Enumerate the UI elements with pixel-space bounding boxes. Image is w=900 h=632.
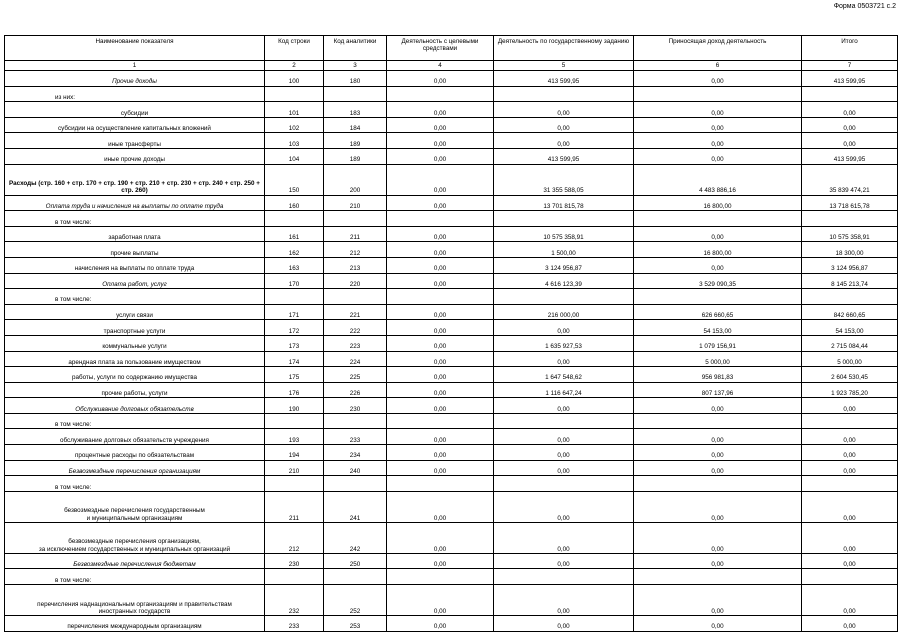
row-name: из них: [5,86,265,102]
row-code: 172 [265,320,324,336]
targeted-funds-value [387,476,494,492]
table-row [5,71,898,87]
table-row [5,257,898,273]
analytics-code: 225 [324,367,387,383]
row-name: арендная плата за пользование имуществом [5,351,265,367]
table-row [5,398,898,414]
total-value [802,211,898,227]
analytics-code [324,569,387,585]
row-code [265,569,324,585]
analytics-code [324,86,387,102]
analytics-code: 213 [324,257,387,273]
col-header-total: Итого [802,36,898,61]
targeted-funds-value: 0,00 [387,429,494,445]
row-name: Безвозмездные перечисления бюджетам [5,553,265,569]
state-assignment-value: 0,00 [494,445,634,461]
analytics-code: 183 [324,102,387,118]
targeted-funds-value: 0,00 [387,117,494,133]
row-name: Расходы (стр. 160 + стр. 170 + стр. 190 + стр. 210 + стр. 230 + стр. 240 + стр. 250 + стр. 260) [5,164,265,195]
row-name: в том числе: [5,289,265,305]
targeted-funds-value: 0,00 [387,491,494,522]
targeted-funds-value: 0,00 [387,133,494,149]
targeted-funds-value [387,413,494,429]
row-name: услуги связи [5,304,265,320]
analytics-code: 224 [324,351,387,367]
row-code: 171 [265,304,324,320]
total-value: 0,00 [802,585,898,616]
table-row [5,553,898,569]
state-assignment-value [494,211,634,227]
income-activity-value: 1 079 156,91 [634,335,802,351]
table-row [5,413,898,429]
analytics-code: 230 [324,398,387,414]
total-value: 35 839 474,21 [802,164,898,195]
table-row [5,569,898,585]
income-activity-value: 5 000,00 [634,351,802,367]
targeted-funds-value: 0,00 [387,164,494,195]
income-activity-value: 54 153,00 [634,320,802,336]
row-name: Оплата труда и начисления на выплаты по оплате труда [5,195,265,211]
table-row [5,211,898,227]
targeted-funds-value: 0,00 [387,382,494,398]
total-value: 54 153,00 [802,320,898,336]
targeted-funds-value: 0,00 [387,195,494,211]
row-code: 232 [265,585,324,616]
table-row [5,445,898,461]
total-value [802,413,898,429]
income-activity-value [634,86,802,102]
state-assignment-value: 1 635 927,53 [494,335,634,351]
table-row [5,102,898,118]
state-assignment-value: 0,00 [494,429,634,445]
row-name: в том числе: [5,413,265,429]
total-value: 13 718 615,78 [802,195,898,211]
table-row [5,195,898,211]
total-value: 842 660,65 [802,304,898,320]
targeted-funds-value: 0,00 [387,257,494,273]
state-assignment-value: 216 000,00 [494,304,634,320]
analytics-code: 253 [324,616,387,632]
row-name: прочие работы, услуги [5,382,265,398]
analytics-code: 241 [324,491,387,522]
row-name: иные трансферты [5,133,265,149]
table-row [5,320,898,336]
row-name: транспортные услуги [5,320,265,336]
total-value: 5 000,00 [802,351,898,367]
row-code [265,413,324,429]
income-activity-value: 0,00 [634,522,802,553]
table-body [5,71,898,632]
total-value: 0,00 [802,553,898,569]
table-row [5,242,898,258]
table-row [5,289,898,305]
row-name: процентные расходы по обязательствам [5,445,265,461]
row-code: 161 [265,226,324,242]
income-activity-value: 626 660,65 [634,304,802,320]
row-code: 104 [265,148,324,164]
total-value: 413 599,95 [802,71,898,87]
state-assignment-value: 0,00 [494,133,634,149]
row-name: в том числе: [5,569,265,585]
total-value: 0,00 [802,522,898,553]
total-value: 0,00 [802,398,898,414]
total-value: 0,00 [802,429,898,445]
targeted-funds-value [387,569,494,585]
row-name: в том числе: [5,211,265,227]
targeted-funds-value: 0,00 [387,460,494,476]
total-value: 2 604 530,45 [802,367,898,383]
targeted-funds-value: 0,00 [387,553,494,569]
table-row [5,585,898,616]
table-row [5,86,898,102]
state-assignment-value: 31 355 588,05 [494,164,634,195]
col-number: 4 [387,61,494,71]
report-table [4,35,898,632]
row-name: Прочие доходы [5,71,265,87]
row-name: безвозмездные перечисления организациям, за исключением государственных и муниципальных организаций [5,522,265,553]
table-row [5,164,898,195]
analytics-code: 211 [324,226,387,242]
analytics-code [324,413,387,429]
row-code: 163 [265,257,324,273]
income-activity-value: 0,00 [634,445,802,461]
table-row [5,351,898,367]
row-code [265,86,324,102]
analytics-code: 233 [324,429,387,445]
table-row [5,133,898,149]
targeted-funds-value: 0,00 [387,273,494,289]
targeted-funds-value: 0,00 [387,445,494,461]
row-code: 210 [265,460,324,476]
col-header-row-code: Код строки [265,36,324,61]
total-value: 0,00 [802,117,898,133]
row-name: перечисления международным организациям [5,616,265,632]
row-code: 162 [265,242,324,258]
total-value [802,569,898,585]
col-number: 1 [5,61,265,71]
state-assignment-value: 0,00 [494,320,634,336]
row-code: 103 [265,133,324,149]
targeted-funds-value: 0,00 [387,335,494,351]
table-row [5,491,898,522]
analytics-code: 200 [324,164,387,195]
col-number: 2 [265,61,324,71]
state-assignment-value: 0,00 [494,585,634,616]
state-assignment-value: 0,00 [494,460,634,476]
analytics-code: 220 [324,273,387,289]
state-assignment-value [494,86,634,102]
state-assignment-value: 0,00 [494,553,634,569]
row-code [265,211,324,227]
state-assignment-value [494,569,634,585]
total-value: 0,00 [802,460,898,476]
targeted-funds-value: 0,00 [387,242,494,258]
table-row [5,148,898,164]
income-activity-value: 0,00 [634,226,802,242]
row-code: 230 [265,553,324,569]
state-assignment-value [494,289,634,305]
analytics-code: 252 [324,585,387,616]
income-activity-value [634,211,802,227]
row-name: заработная плата [5,226,265,242]
row-code: 174 [265,351,324,367]
table-row [5,522,898,553]
income-activity-value: 0,00 [634,585,802,616]
state-assignment-value: 13 701 815,78 [494,195,634,211]
row-code: 233 [265,616,324,632]
row-name: Обслуживание долговых обязательств [5,398,265,414]
total-value: 0,00 [802,491,898,522]
col-header-analytics-code: Код аналитики [324,36,387,61]
col-header-targeted-funds: Деятельность с целевыми средствами [387,36,494,61]
income-activity-value: 0,00 [634,148,802,164]
row-code: 100 [265,71,324,87]
table-row [5,335,898,351]
row-code: 212 [265,522,324,553]
row-name: Оплата работ, услуг [5,273,265,289]
income-activity-value: 0,00 [634,257,802,273]
state-assignment-value: 0,00 [494,491,634,522]
targeted-funds-value: 0,00 [387,585,494,616]
row-code: 160 [265,195,324,211]
state-assignment-value [494,476,634,492]
income-activity-value: 0,00 [634,460,802,476]
total-value: 0,00 [802,445,898,461]
total-value: 3 124 956,87 [802,257,898,273]
income-activity-value: 0,00 [634,133,802,149]
row-code: 102 [265,117,324,133]
table-row [5,273,898,289]
income-activity-value [634,413,802,429]
analytics-code: 212 [324,242,387,258]
income-activity-value: 16 800,00 [634,195,802,211]
income-activity-value: 0,00 [634,553,802,569]
targeted-funds-value: 0,00 [387,148,494,164]
total-value: 0,00 [802,616,898,632]
targeted-funds-value: 0,00 [387,226,494,242]
row-name: иные прочие доходы [5,148,265,164]
income-activity-value: 0,00 [634,398,802,414]
state-assignment-value: 0,00 [494,616,634,632]
analytics-code: 189 [324,133,387,149]
total-value [802,86,898,102]
row-code: 211 [265,491,324,522]
income-activity-value: 0,00 [634,429,802,445]
total-value: 18 300,00 [802,242,898,258]
table-row [5,117,898,133]
col-number: 3 [324,61,387,71]
state-assignment-value: 1 647 548,62 [494,367,634,383]
form-label: Форма 0503721 с.2 [833,3,896,10]
targeted-funds-value: 0,00 [387,616,494,632]
income-activity-value: 4 483 886,16 [634,164,802,195]
state-assignment-value: 413 599,95 [494,148,634,164]
income-activity-value: 3 529 090,35 [634,273,802,289]
state-assignment-value: 0,00 [494,398,634,414]
table-row [5,476,898,492]
total-value: 413 599,95 [802,148,898,164]
targeted-funds-value: 0,00 [387,351,494,367]
analytics-code: 189 [324,148,387,164]
col-number: 7 [802,61,898,71]
targeted-funds-value: 0,00 [387,367,494,383]
income-activity-value [634,476,802,492]
analytics-code: 221 [324,304,387,320]
analytics-code: 250 [324,553,387,569]
row-code [265,289,324,305]
targeted-funds-value: 0,00 [387,320,494,336]
income-activity-value: 0,00 [634,71,802,87]
state-assignment-value: 3 124 956,87 [494,257,634,273]
row-name: начисления на выплаты по оплате труда [5,257,265,273]
row-code: 176 [265,382,324,398]
row-name: обслуживание долговых обязательств учреждения [5,429,265,445]
analytics-code: 222 [324,320,387,336]
state-assignment-value: 4 616 123,39 [494,273,634,289]
state-assignment-value: 0,00 [494,351,634,367]
row-name: Безвозмездные перечисления организациям [5,460,265,476]
income-activity-value: 0,00 [634,616,802,632]
analytics-code [324,289,387,305]
row-name: в том числе: [5,476,265,492]
state-assignment-value: 0,00 [494,522,634,553]
analytics-code [324,476,387,492]
state-assignment-value: 0,00 [494,117,634,133]
total-value: 0,00 [802,102,898,118]
row-name: безвозмездные перечисления государственным и муниципальным организациям [5,491,265,522]
row-code: 190 [265,398,324,414]
income-activity-value: 807 137,96 [634,382,802,398]
table-row [5,460,898,476]
row-code: 173 [265,335,324,351]
income-activity-value: 16 800,00 [634,242,802,258]
targeted-funds-value [387,211,494,227]
targeted-funds-value: 0,00 [387,102,494,118]
col-header-income-activity: Приносящая доход деятельность [634,36,802,61]
row-name: коммунальные услуги [5,335,265,351]
row-name: прочие выплаты [5,242,265,258]
analytics-code: 184 [324,117,387,133]
col-number: 5 [494,61,634,71]
col-header-state-assignment: Деятельность по государственному заданию [494,36,634,61]
analytics-code: 240 [324,460,387,476]
state-assignment-value: 1 116 647,24 [494,382,634,398]
total-value: 8 145 213,74 [802,273,898,289]
total-value: 2 715 084,44 [802,335,898,351]
analytics-code [324,211,387,227]
income-activity-value: 0,00 [634,102,802,118]
row-code: 101 [265,102,324,118]
state-assignment-value: 0,00 [494,102,634,118]
row-code [265,476,324,492]
row-name: субсидии на осуществление капитальных вложений [5,117,265,133]
total-value [802,289,898,305]
col-header-name: Наименование показателя [5,36,265,61]
income-activity-value: 0,00 [634,117,802,133]
row-code: 175 [265,367,324,383]
total-value [802,476,898,492]
row-code: 170 [265,273,324,289]
analytics-code: 242 [324,522,387,553]
total-value: 10 575 358,91 [802,226,898,242]
income-activity-value [634,569,802,585]
income-activity-value: 0,00 [634,491,802,522]
table-row [5,429,898,445]
targeted-funds-value: 0,00 [387,304,494,320]
row-name: работы, услуги по содержанию имущества [5,367,265,383]
state-assignment-value [494,413,634,429]
table-row [5,382,898,398]
analytics-code: 226 [324,382,387,398]
targeted-funds-value: 0,00 [387,522,494,553]
state-assignment-value: 413 599,95 [494,71,634,87]
table-row [5,304,898,320]
total-value: 0,00 [802,133,898,149]
col-number: 6 [634,61,802,71]
row-code: 193 [265,429,324,445]
analytics-code: 223 [324,335,387,351]
analytics-code: 210 [324,195,387,211]
column-number-row [5,61,898,71]
state-assignment-value: 10 575 358,91 [494,226,634,242]
state-assignment-value: 1 500,00 [494,242,634,258]
analytics-code: 234 [324,445,387,461]
row-name: перечисления наднациональным организациям и правительствам иностранных государств [5,585,265,616]
income-activity-value [634,289,802,305]
targeted-funds-value: 0,00 [387,398,494,414]
row-name: субсидии [5,102,265,118]
row-code: 150 [265,164,324,195]
table-row [5,367,898,383]
table-row [5,226,898,242]
column-header-row [5,36,898,61]
targeted-funds-value [387,86,494,102]
targeted-funds-value [387,289,494,305]
targeted-funds-value: 0,00 [387,71,494,87]
row-code: 194 [265,445,324,461]
total-value: 1 923 785,20 [802,382,898,398]
analytics-code: 180 [324,71,387,87]
income-activity-value: 956 981,83 [634,367,802,383]
